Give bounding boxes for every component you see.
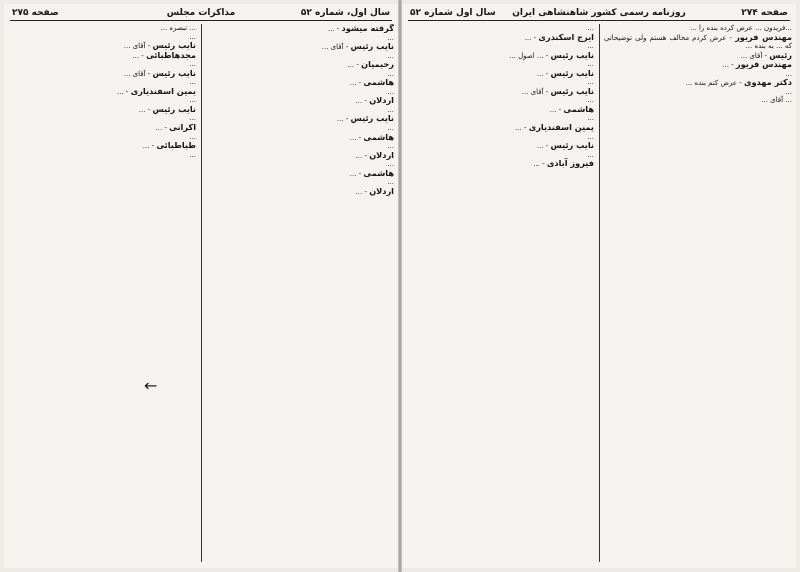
paragraph: اردلان - ... (355, 185, 394, 196)
page-header-title: روزنامه رسمی کشور شاهنشاهی ایران (512, 8, 686, 18)
paragraph: ... (785, 69, 792, 78)
paragraph: ... (189, 96, 196, 105)
paragraph: ... (189, 78, 196, 87)
paragraph: ... (587, 24, 594, 32)
paragraph: ... (189, 150, 196, 159)
paragraph: ... (387, 33, 394, 42)
speaker-name: ایرج اسکندری (538, 31, 594, 42)
paragraph: ...فریدون ... عرض کرده بنده را ... (690, 24, 792, 32)
paragraph: مجدهاطبائی - ... (132, 49, 196, 60)
text-column (8, 24, 196, 562)
paragraph: ... (189, 114, 196, 123)
paragraph: طباطبائی - ... (142, 140, 196, 151)
speaker-name: نایب رئیس (350, 41, 394, 52)
paragraph: ... (587, 60, 594, 69)
paragraph: هاشمی - ... (349, 131, 394, 142)
paragraph: نایب رئیس - ... (536, 140, 594, 151)
column-rule (599, 24, 600, 562)
speaker-name: نایب رئیس (152, 40, 196, 51)
paragraph: ... آقای ... (761, 96, 792, 105)
speaker-name: گرفته میشود (341, 24, 394, 33)
paragraph: نایب رئیس - آقای ... (521, 85, 594, 96)
paragraph: ... (587, 132, 594, 141)
issue-number: سال اول، شماره ۵۲ (300, 8, 390, 18)
speaker-name: یمین اسفندیاری (528, 122, 594, 133)
speaker-name: دکتر مهدوی (743, 77, 792, 88)
speaker-name: مجدهاطبائی (146, 49, 196, 60)
paragraph: ... (587, 96, 594, 105)
speaker-name: هاشمی (363, 167, 394, 178)
paragraph: ... تبصره ... (160, 24, 196, 32)
column-rule (201, 24, 202, 562)
paragraph: اردلان - ... (355, 149, 394, 160)
page-header (408, 6, 790, 21)
paragraph: دکتر مهدوی - عرض کنم بنده ... (685, 77, 792, 88)
paragraph: نایب رئیس - آقای ... (123, 40, 196, 51)
speaker-name: نایب رئیس (152, 67, 196, 78)
speaker-name: مهندس فریور (735, 59, 792, 70)
paragraph: اکرانی - ... (155, 122, 196, 133)
paragraph: ... (387, 178, 394, 187)
paragraph: نایب رئیس - ... (536, 67, 594, 78)
paragraph: هاشمی - ... (349, 77, 394, 88)
speaker-name: هاشمی (363, 77, 394, 88)
text-column (206, 24, 394, 562)
page-number: صفحه ۲۷۵ (12, 8, 59, 18)
paragraph: ... (387, 87, 394, 96)
left-page (4, 4, 398, 568)
paragraph: هاشمی - ... (549, 103, 594, 114)
book-gutter (398, 0, 402, 572)
speaker-name: طباطبائی (156, 140, 196, 151)
paragraph: رئیس - آقای ... (740, 49, 792, 60)
speaker-name: نایب رئیس (550, 49, 594, 60)
speaker-name: اردلان (369, 149, 394, 160)
paragraph: ... (387, 124, 394, 133)
paragraph: نایب رئیس - ... (336, 113, 394, 124)
right-page (402, 4, 796, 568)
paragraph: ... (189, 32, 196, 41)
paragraph: هاشمی - ... (349, 167, 394, 178)
paragraph: ... (587, 42, 594, 51)
paragraph: نایب رئیس - آقای ... (321, 41, 394, 52)
speaker-name: نایب رئیس (550, 140, 594, 151)
paragraph: نایب رئیس - آقای ... (123, 67, 196, 78)
page-number: صفحه ۲۷۴ (741, 8, 788, 18)
speaker-name: اردلان (369, 95, 394, 106)
paragraph: ... (387, 105, 394, 114)
paragraph: ... (387, 160, 394, 169)
paragraph: ... (189, 132, 196, 141)
speaker-name: فیروز آبادی (546, 158, 594, 169)
paragraph: ایرج اسکندری - ... (524, 31, 594, 42)
paragraph: نایب رئیس - ... (138, 103, 196, 114)
paragraph: فیروز آبادی - ... (533, 158, 594, 169)
paragraph: ... (785, 87, 792, 96)
speaker-name: هاشمی (563, 103, 594, 114)
paragraph: اردلان - ... (355, 95, 394, 106)
page-header (10, 6, 392, 21)
paragraph: گرفته میشود - ... (327, 24, 394, 33)
speaker-name: رئیس (769, 49, 792, 60)
paragraph: ... (587, 114, 594, 123)
speaker-name: نایب رئیس (550, 85, 594, 96)
paragraph: مهندس فریور - ... (722, 59, 792, 70)
paragraph: رحیمیان - ... (347, 59, 394, 70)
paragraph: ... (587, 78, 594, 87)
paragraph: ... (587, 150, 594, 159)
paragraph: ... (189, 60, 196, 69)
speaker-name: یمین اسفندیاری (130, 85, 196, 96)
speaker-name: اکرانی (169, 122, 196, 133)
paragraph: یمین اسفندیاری - ... (515, 122, 594, 133)
paragraph: ... (387, 51, 394, 60)
paragraph: ... (387, 142, 394, 151)
paragraph: نایب رئیس - ... اصول ... (509, 49, 594, 60)
speaker-name: رحیمیان (361, 59, 394, 70)
speaker-name: نایب رئیس (350, 113, 394, 124)
margin-arrow-mark: ← (144, 376, 158, 395)
speaker-name: نایب رئیس (152, 103, 196, 114)
speaker-name: مهندس فریور (735, 31, 792, 42)
page-header-title: مذاکرات مجلس (166, 8, 236, 18)
issue-number: سال اول شماره ۵۲ (410, 8, 496, 18)
speaker-name: هاشمی (363, 131, 394, 142)
paragraph: ... (387, 69, 394, 78)
text-column (604, 24, 792, 562)
paragraph: یمین اسفندیاری - ... (117, 85, 196, 96)
paragraph: مهندس فریور - عرض کردم مخالف هستم ولی توضیحاتی که ... به بنده ... (604, 31, 792, 51)
speaker-name: نایب رئیس (550, 67, 594, 78)
text-column (406, 24, 594, 562)
speaker-name: اردلان (369, 185, 394, 196)
